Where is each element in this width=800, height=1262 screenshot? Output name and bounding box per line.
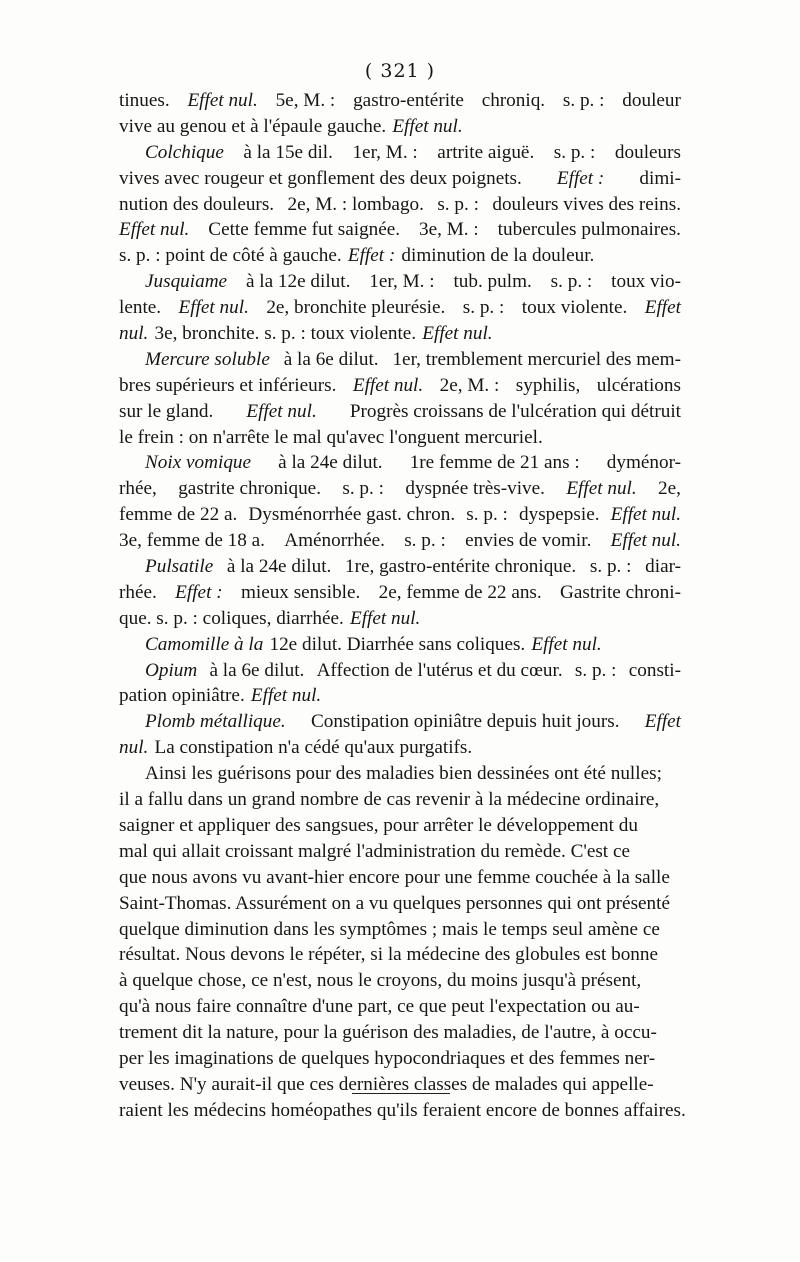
italic-text: Camomille à la	[145, 633, 264, 655]
text-segment: per les imaginations de quelques hypocondriaques et des femmes ner-	[119, 1047, 656, 1069]
text-segment: syphilis,	[515, 374, 581, 396]
italic-text: Opium	[145, 659, 198, 681]
italic-text: Mercure soluble	[145, 348, 270, 370]
text-line	[119, 865, 681, 891]
italic-text: Effet :	[175, 581, 223, 603]
text-line	[119, 425, 681, 451]
text-segment: s. p. :	[574, 659, 617, 681]
text-line	[119, 114, 681, 140]
text-segment: Constipation opiniâtre depuis huit jours.	[310, 711, 620, 733]
text-line	[119, 787, 681, 813]
text-segment: s. p. : point de côté à gauche.	[119, 245, 342, 267]
text-segment: résultat. Nous devons le répéter, si la médecine des globules est bonne	[119, 944, 658, 966]
text-segment: toux vio-	[611, 271, 681, 293]
text-segment: 1er, tremblement mercuriel des mem-	[392, 348, 681, 370]
italic-text: nul.	[119, 323, 149, 345]
text-line	[119, 942, 681, 968]
text-line	[119, 140, 681, 166]
text-segment: s. p. :	[589, 556, 632, 578]
text-segment: que nous avons vu avant-hier encore pour une femme couchée à la salle	[119, 866, 670, 888]
text-segment: 2e, bronchite pleurésie.	[266, 297, 446, 319]
text-segment: que. s. p. : coliques, diarrhée.	[119, 607, 344, 629]
text-segment: s. p. :	[437, 193, 479, 215]
text-segment: quelque diminution dans les symptômes ; mais le temps seul amène ce	[119, 918, 660, 940]
text-line	[119, 917, 681, 943]
italic-text: Effet nul.	[610, 530, 681, 552]
text-line	[119, 476, 681, 502]
text-segment: à la 15e dil.	[243, 141, 333, 163]
text-line	[119, 761, 681, 787]
text-segment: 2e,	[658, 478, 681, 500]
italic-text: Effet	[644, 297, 681, 319]
text-line	[119, 450, 681, 476]
text-line	[119, 813, 681, 839]
text-segment: bres supérieurs et inférieurs.	[119, 374, 337, 396]
text-segment: 1er, M. :	[369, 271, 435, 293]
text-line	[119, 709, 681, 735]
text-segment: tinues.	[119, 90, 170, 111]
text-segment: saigner et appliquer des sangsues, pour arrêter le développement du	[119, 814, 638, 836]
text-segment: veuses. N'y aurait-il que ces dernières classes de malades qui appelle-	[119, 1073, 654, 1095]
text-segment: Saint-Thomas. Assurément on a vu quelques personnes qui ont présenté	[119, 892, 671, 914]
italic-text: Effet nul.	[119, 219, 190, 241]
text-segment: 5e, M. :	[275, 90, 336, 111]
text-segment: raient les médecins homéopathes qu'ils feraient encore de bonnes affaires.	[119, 1099, 686, 1121]
page-text	[119, 88, 686, 1124]
text-segment: vives avec rougeur et gonflement des deux poignets.	[119, 167, 522, 189]
text-segment: à la 6e dilut.	[209, 659, 305, 681]
text-segment: lente.	[119, 297, 162, 319]
text-line	[119, 1046, 681, 1072]
text-segment: Ainsi les guérisons pour des maladies bien dessinées ont été nulles;	[145, 763, 662, 785]
italic-text: Effet nul.	[610, 504, 681, 526]
text-segment: à quelque chose, ce n'est, nous le croyons, du moins jusqu'à présent,	[119, 970, 642, 992]
text-segment: à la 12e dilut.	[245, 271, 351, 293]
text-segment: vive au genou et à l'épaule gauche.	[119, 115, 387, 137]
text-line	[119, 399, 681, 425]
text-line	[119, 1098, 686, 1124]
text-segment: douleur	[622, 90, 681, 111]
text-segment: s. p. :	[550, 271, 593, 293]
italic-text: Jusquiame	[145, 271, 228, 293]
text-segment: 2e, femme de 22 ans.	[378, 581, 542, 603]
text-segment: envies de vomir.	[465, 530, 592, 552]
text-segment: gastro-entérite	[353, 90, 464, 111]
text-line	[119, 683, 681, 709]
italic-text: Effet nul.	[178, 297, 249, 319]
text-line	[119, 166, 681, 192]
italic-text: Colchique	[145, 141, 224, 163]
text-segment: à la 24e dilut.	[226, 556, 332, 578]
text-segment: s. p. :	[462, 297, 505, 319]
text-segment: dyspepsie.	[519, 504, 600, 526]
text-line	[119, 554, 681, 580]
text-line	[119, 606, 681, 632]
text-segment: Aménorrhée.	[284, 530, 385, 552]
text-line	[119, 632, 681, 658]
italic-text: nul.	[119, 737, 149, 759]
text-segment: il a fallu dans un grand nombre de cas revenir à la médecine ordinaire,	[119, 789, 660, 811]
text-line	[119, 994, 681, 1020]
text-line	[119, 658, 681, 684]
italic-text: Effet nul.	[392, 115, 463, 137]
text-segment: rhée.	[119, 581, 157, 603]
text-segment: toux violente.	[521, 297, 628, 319]
text-segment: à la 6e dilut.	[283, 348, 379, 370]
text-segment: s. p. :	[466, 504, 508, 526]
text-segment: Dysménorrhée gast. chron.	[248, 504, 456, 526]
text-segment: diminution de la douleur.	[401, 245, 595, 267]
text-line	[119, 968, 681, 994]
text-segment: Gastrite chroni-	[560, 581, 681, 603]
text-segment: 2e, M. :	[439, 374, 500, 396]
text-segment: gastrite chronique.	[178, 478, 321, 500]
text-line	[119, 373, 681, 399]
text-segment: trement dit la nature, pour la guérison des maladies, de l'autre, à occu-	[119, 1022, 657, 1044]
text-segment: consti-	[628, 659, 681, 681]
text-line	[119, 735, 681, 761]
text-segment: femme de 22 a.	[119, 504, 238, 526]
italic-text: Effet :	[556, 167, 605, 189]
italic-text: Effet nul.	[531, 633, 602, 655]
text-line	[119, 347, 681, 373]
text-line	[119, 88, 681, 114]
text-segment: dyspnée très-vive.	[405, 478, 545, 500]
text-segment: La constipation n'a cédé qu'aux purgatifs.	[154, 737, 473, 759]
text-line	[119, 295, 681, 321]
text-segment: s. p. :	[553, 141, 596, 163]
italic-text: Effet	[644, 711, 681, 733]
text-segment: Progrès croissans de l'ulcération qui détruit	[349, 400, 681, 422]
text-segment: 3e, M. :	[419, 219, 479, 241]
text-segment: artrite aiguë.	[437, 141, 535, 163]
text-segment: douleurs	[614, 141, 681, 163]
text-segment: s. p. :	[342, 478, 384, 500]
text-segment: ulcérations	[596, 374, 681, 396]
text-segment: 1re femme de 21 ans :	[409, 452, 580, 474]
text-segment: chroniq.	[481, 90, 546, 111]
text-segment: douleurs vives des reins.	[492, 193, 681, 215]
text-line	[119, 1020, 681, 1046]
footer-rule	[352, 1093, 450, 1094]
text-segment: nution des douleurs.	[119, 193, 275, 215]
text-segment: mal qui allait croissant malgré l'administration du remède. C'est ce	[119, 840, 630, 862]
text-segment: le frein : on n'arrête le mal qu'avec l'onguent mercuriel.	[119, 426, 543, 448]
text-segment: 2e, M. : lombago.	[287, 193, 424, 215]
text-segment: Affection de l'utérus et du cœur.	[316, 659, 563, 681]
italic-text: Effet nul.	[250, 685, 322, 707]
text-segment: s. p. :	[562, 90, 605, 111]
text-segment: mieux sensible.	[240, 581, 361, 603]
italic-text: Effet nul.	[187, 90, 258, 111]
text-segment: diar-	[645, 556, 681, 578]
italic-text: Effet nul.	[422, 323, 493, 345]
text-segment: dyménor-	[606, 452, 681, 474]
italic-text: Effet nul.	[566, 478, 637, 500]
text-segment: Cette femme fut saignée.	[208, 219, 401, 241]
text-segment: 3e, femme de 18 a.	[119, 530, 265, 552]
text-line	[119, 321, 681, 347]
text-segment: à la 24e dilut.	[278, 452, 383, 474]
italic-text: Noix vomique	[145, 452, 252, 474]
text-line	[119, 502, 681, 528]
text-segment: 1re, gastro-entérite chronique.	[345, 556, 577, 578]
text-segment: qu'à nous faire connaître d'une part, ce que peut l'expectation ou au-	[119, 996, 640, 1018]
text-segment: tub. pulm.	[453, 271, 532, 293]
text-segment: s. p. :	[404, 530, 446, 552]
text-line	[119, 839, 681, 865]
italic-text: Effet nul.	[352, 374, 424, 396]
text-line	[119, 217, 681, 243]
text-line	[119, 269, 681, 295]
text-line	[119, 580, 681, 606]
text-segment: rhée,	[119, 478, 157, 500]
italic-text: Plomb métallique.	[145, 711, 286, 733]
text-segment: 1er, M. :	[352, 141, 418, 163]
text-line	[119, 192, 681, 218]
text-line	[119, 528, 681, 554]
italic-text: Effet nul.	[246, 400, 317, 422]
italic-text: Effet :	[347, 245, 396, 267]
text-line	[119, 243, 681, 269]
text-line	[119, 891, 681, 917]
italic-text: Pulsatile	[145, 556, 214, 578]
text-segment: 12e dilut. Diarrhée sans coliques.	[269, 633, 526, 655]
text-segment: dimi-	[639, 167, 681, 189]
text-segment: 3e, bronchite. s. p. : toux violente.	[154, 323, 417, 345]
page-number: ( 321 )	[364, 60, 436, 82]
text-segment: sur le gland.	[119, 400, 214, 422]
text-segment: pation opiniâtre.	[119, 685, 245, 707]
italic-text: Effet nul.	[350, 607, 421, 629]
text-segment: tubercules pulmonaires.	[497, 219, 681, 241]
